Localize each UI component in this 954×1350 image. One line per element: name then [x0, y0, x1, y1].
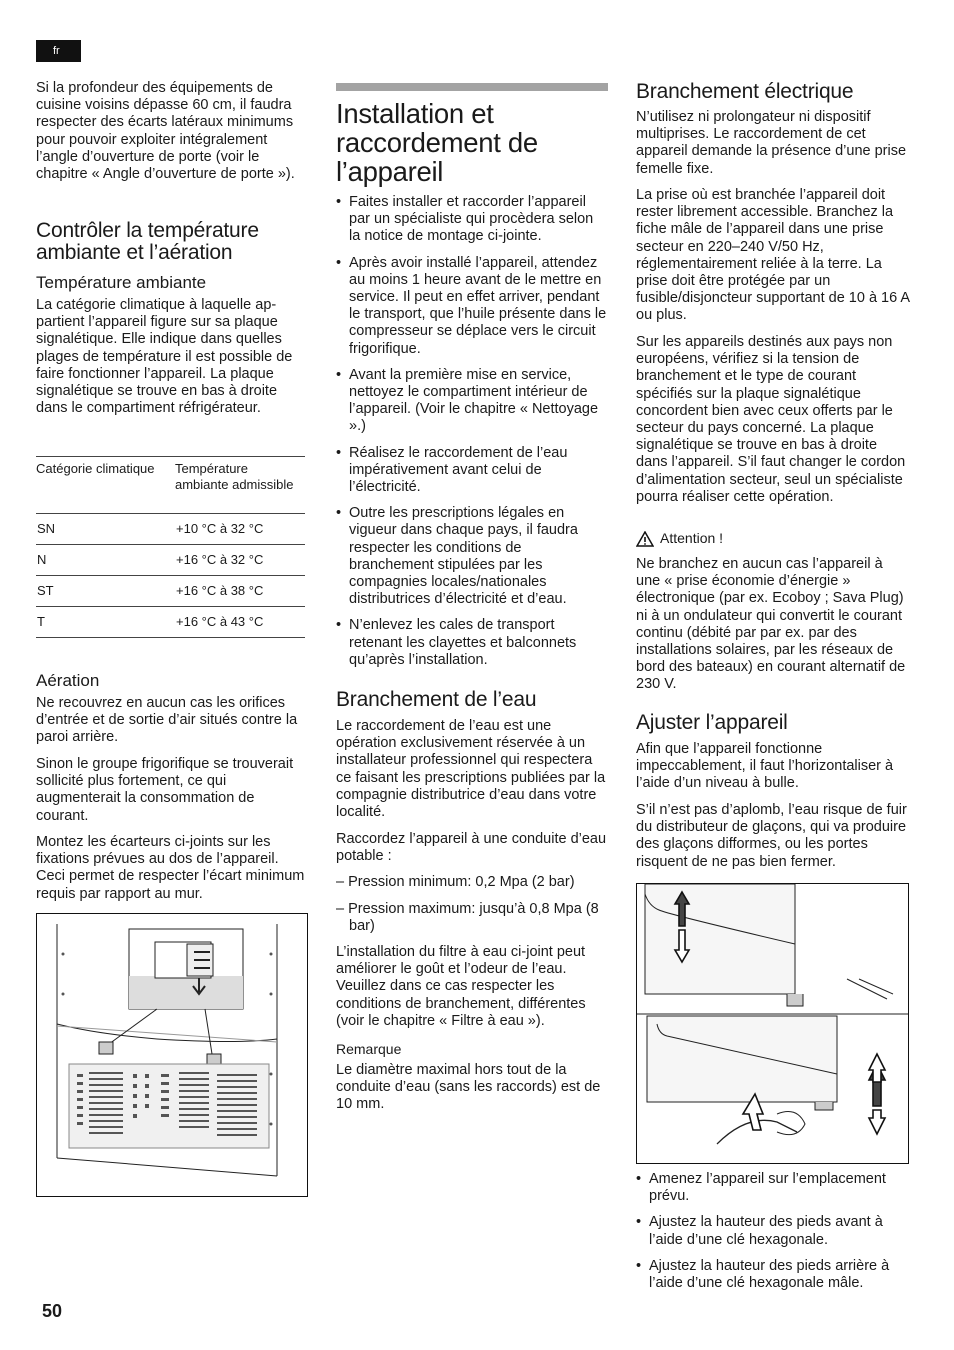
- table-cell-category: N: [36, 545, 175, 576]
- heading-water-connection: Branchement de l’eau: [336, 688, 537, 711]
- climate-paragraph: La catégorie climatique à laquelle appartient l’appareil figure sur sa plaque signalétique. Elle indique dans quelles plages de température il est possible de faire fonctionner l’appareil. La plaque signalétique se trouve en bas à droite dans le compartiment réfrigérateur.: [36, 297, 293, 417]
- climate-table: [36, 456, 305, 638]
- electrical-paragraph-1: N’utilisez ni prolongateur ni dispositif multiprises. Le raccordement de cet appareil demande la présence d’une prise femelle fixe.: [636, 109, 907, 177]
- installation-bullet-list: [336, 194, 608, 678]
- warning-icon: [636, 531, 654, 547]
- aeration-paragraph-2: Sinon le groupe frigorifique se trouverait sollicité plus fortement, ce qui augmenterait la consommation de courant.: [36, 756, 294, 824]
- table-row: [36, 545, 305, 576]
- table-cell-temperature: +16 °C à 38 °C: [175, 576, 305, 607]
- rear-spacer-figure: [36, 913, 308, 1197]
- table-cell-temperature: +16 °C à 32 °C: [175, 545, 305, 576]
- aeration-paragraph-3: Montez les écarteurs ci-joints sur les fixations prévues au dos de l’appareil. Ceci permet de respecter l’écart minimum requis par rapport au mur.: [36, 834, 305, 902]
- water-paragraph-2: Raccordez l’appareil à une conduite d’eau potable :: [336, 831, 607, 865]
- water-paragraph-3: L’installation du filtre à eau ci-joint peut améliorer le goût et l’odeur de l’eau. Veuillez dans ce cas respecter les conditions de branchement, différentes (voir le chapitre « Filtre à eau »).: [336, 944, 586, 1029]
- subheading-aeration: Aération: [36, 671, 100, 690]
- list-item: • Avant la première mise en service, nettoyez le compartiment intérieur de l’appareil. (Voir le chapitre « Nettoyage ».): [336, 367, 608, 436]
- list-item: • Faites installer et raccorder l’appareil par un spécialiste qui procèdera selon la notice de montage ci-jointe.: [336, 194, 608, 246]
- attention-text: Attention !: [660, 530, 724, 546]
- water-paragraph-1: Le raccordement de l’eau est une opération exclusivement réservée à un installateur professionnel qui respectera ce faisant les prescriptions publiées par la compagnie distributrice d’eau dans votre localité.: [336, 718, 606, 821]
- pressure-minimum: – Pression minimum: 0,2 Mpa (2 bar): [336, 874, 575, 890]
- list-item: • Réalisez le raccordement de l’eau impérativement avant celui de l’électricité.: [336, 445, 608, 497]
- table-cell-category: SN: [36, 514, 175, 545]
- table-header-category: Catégorie climatique: [36, 457, 175, 514]
- page-title: Installation et raccordement de l’appareil: [336, 98, 538, 187]
- subheading-ambient-temperature: Température ambiante: [36, 273, 207, 292]
- list-item: • Outre les prescriptions légales en vigueur dans chaque pays, il faudra respecter les conditions de branchement stipulées par les compagnies locales/nationales distributrices d’électricité et d’eau.: [336, 505, 608, 608]
- aeration-paragraph-1: Ne recouvrez en aucun cas les orifices d’entrée et de sortie d’air situés contre la paroi arrière.: [36, 695, 298, 746]
- note-title: Remarque: [336, 1041, 402, 1057]
- heading-temperature-aeration: Contrôler la température ambiante et l’aération: [36, 219, 259, 264]
- electrical-paragraph-2: La prise où est branchée l’appareil doit rester librement accessible. Branchez la fiche mâle de l’appareil dans une prise secteur en 220–240 V/50 Hz, réglementairement reliée à la terre. La prise doit être protégée par un fusible/disjoncteur supportant de 10 à 16 A ou plus.: [636, 187, 910, 324]
- list-item: • Après avoir installé l’appareil, attendez au moins 1 heure avant de le mettre en service. Il peut en effet arriver, pendant le transport, que l’huile présente dans le compresseur se déplace vers le circuit frigorifique.: [336, 255, 608, 358]
- page-number: 50: [42, 1301, 63, 1321]
- note-paragraph: Le diamètre maximal hors tout de la conduite d’eau (sans les raccords) est de 10 mm.: [336, 1062, 601, 1113]
- list-item: • Ajustez la hauteur des pieds avant à l’aide d’une clé hexagonale.: [636, 1214, 910, 1248]
- table-header-temperature: Température ambiante admissible: [175, 457, 305, 514]
- table-cell-temperature: +10 °C à 32 °C: [175, 514, 305, 545]
- table-row: [36, 576, 305, 607]
- list-item: • N’enlevez les cales de transport retenant les clayettes et balconnets qu’après l’installation.: [336, 617, 608, 669]
- feet-adjustment-figure: [636, 883, 909, 1164]
- table-cell-category: T: [36, 607, 175, 638]
- table-cell-temperature: +16 °C à 43 °C: [175, 607, 305, 638]
- table-row: [36, 607, 305, 638]
- heading-adjust-appliance: Ajuster l’appareil: [636, 711, 788, 734]
- attention-label: [636, 530, 723, 547]
- climate-table-header: [36, 457, 305, 514]
- adjust-paragraph-1: Afin que l’appareil fonctionne impeccablement, il faut l’horizontaliser à l’aide d’un niveau à bulle.: [636, 741, 894, 792]
- attention-paragraph: Ne branchez en aucun cas l’appareil à une « prise économie d’énergie » électronique (par ex. Ecoboy ; Sava Plug) ni à un ondulateur qui convertit le courant continu (débité par par ex. par des installations solaires, par les réseaux de bord des bateaux) en courant alternatif de 230 V.: [636, 556, 906, 693]
- list-item: • Ajustez la hauteur des pieds arrière à l’aide d’une clé hexagonale mâle.: [636, 1258, 910, 1292]
- adjust-paragraph-2: S’il n’est pas d’aplomb, l’eau risque de fuir du distributeur de glaçons, qui va produire des glaçons difformes, ou les portes risquent de ne pas bien fermer.: [636, 802, 907, 870]
- heading-electrical-connection: Branchement électrique: [636, 80, 854, 103]
- language-tab: fr: [36, 40, 81, 62]
- electrical-paragraph-3: Sur les appareils destinés aux pays non européens, vérifiez si la tension de branchement et le type de courant spécifiés sur la plaque signalétique concordent bien avec ceux offerts par le secteur du pays concerné. La plaque signalétique se trouve en bas à droite dans l’appareil. S’il faut changer le cordon d’alimentation secteur, seul un spécialiste pourra réaliser cette opération.: [636, 334, 906, 505]
- pressure-maximum: – Pression maximum: jusqu’à 0,8 Mpa (8 bar): [336, 901, 599, 935]
- rear-panel-illustration: [37, 914, 307, 1196]
- feet-adjustment-illustration: [637, 884, 908, 1163]
- adjust-bullet-list: [636, 1171, 910, 1301]
- table-cell-category: ST: [36, 576, 175, 607]
- section-rule: [336, 83, 608, 91]
- table-row: [36, 514, 305, 545]
- list-item: • Amenez l’appareil sur l’emplacement prévu.: [636, 1171, 910, 1205]
- intro-paragraph: Si la profondeur des équipements de cuisine voisins dépasse 60 cm, il faudra respecter des écarts latéraux minimums pour pouvoir exploiter intégralement l’angle d’ouverture de porte (voir le chapitre « Angle d’ouverture de porte »).: [36, 80, 295, 183]
